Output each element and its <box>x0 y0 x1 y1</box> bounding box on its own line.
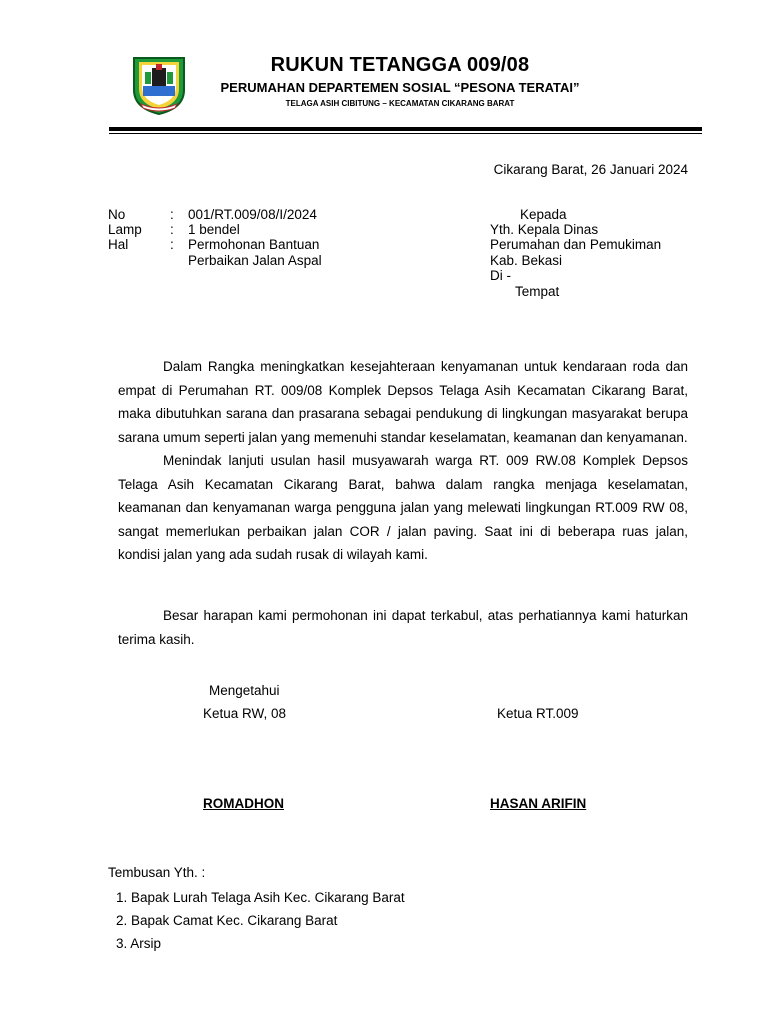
rt-signatory-name: HASAN ARIFIN <box>490 796 587 811</box>
recipient-place: Tempat <box>515 284 560 299</box>
rt-title: Ketua RT.009 <box>497 706 579 721</box>
org-address: TELAGA ASIH CIBITUNG – KECAMATAN CIKARANG BARAT <box>285 99 515 108</box>
body-paragraph-2: Menindak lanjuti usulan hasil musyawarah warga RT. 009 RW.08 Komplek Depsos Telaga Asih Kecamatan Cikarang Barat, bahwa dalam rangka menjaga keselamatan, keamanan dan kenyamanan warga pengguna jalan yang melewati lingkungan RT.009 RW 08, sangat memerlukan perbaikan jalan COR / jalan paving. Saat ini di beberapa ruas jalan, kondisi jalan yang ada sudah rusak di wilayah kami. <box>118 453 688 562</box>
meta-colon: : <box>170 222 174 237</box>
letter-body <box>118 355 688 567</box>
recipient-line: Perumahan dan Pemukiman <box>490 237 662 252</box>
letterhead-rule-thick <box>109 127 702 131</box>
cc-list <box>116 886 405 955</box>
meta-value-hal-cont: Perbaikan Jalan Aspal <box>188 253 322 268</box>
cc-item: 3. Arsip <box>116 936 162 951</box>
cc-item: 1. Bapak Lurah Telaga Asih Kec. Cikarang Barat <box>116 890 405 905</box>
cc-item: 2. Bapak Camat Kec. Cikarang Barat <box>116 913 338 928</box>
recipient-line: Di - <box>490 268 511 283</box>
acknowledge-label: Mengetahui <box>209 683 280 698</box>
recipient-line: Yth. Kepala Dinas <box>490 222 599 237</box>
meta-colon: : <box>170 207 174 222</box>
regency-logo <box>131 56 187 116</box>
letterhead-rule-thin <box>109 133 702 134</box>
body-paragraph-1: Dalam Rangka meningkatkan kesejahteraan kenyamanan untuk kendaraan roda dan empat di Perumahan RT. 009/08 Komplek Depsos Telaga Asih Kecamatan Cikarang Barat, maka dibutuhkan sarana dan prasarana sebagai pendukung di lingkungan masyarakat berupa sarana umum seperti jalan yang memenuhi standar keselamatan, keamanan dan kenyamanan. <box>118 359 688 445</box>
org-subtitle: PERUMAHAN DEPARTEMEN SOSIAL “PESONA TERATAI” <box>220 80 580 95</box>
meta-label-hal: Hal <box>108 237 129 252</box>
letter-date: Cikarang Barat, 26 Januari 2024 <box>493 162 688 177</box>
rw-title: Ketua RW, 08 <box>203 706 287 721</box>
recipient-line: Kab. Bekasi <box>490 253 563 268</box>
recipient-kepada: Kepada <box>520 207 567 222</box>
letter-closing <box>118 604 688 651</box>
meta-colon: : <box>170 237 174 252</box>
meta-value-no: 001/RT.009/08/I/2024 <box>188 207 317 222</box>
meta-label-lamp: Lamp <box>108 222 142 237</box>
cc-heading: Tembusan Yth. : <box>108 865 206 880</box>
body-paragraph-3: Besar harapan kami permohonan ini dapat terkabul, atas perhatiannya kami haturkan terima kasih. <box>118 608 688 647</box>
meta-value-hal: Permohonan Bantuan <box>188 237 320 252</box>
rw-signatory-name: ROMADHON <box>203 796 284 811</box>
meta-label-no: No <box>108 207 126 222</box>
meta-value-lamp: 1 bendel <box>188 222 240 237</box>
org-title: RUKUN TETANGGA 009/08 <box>270 54 530 76</box>
